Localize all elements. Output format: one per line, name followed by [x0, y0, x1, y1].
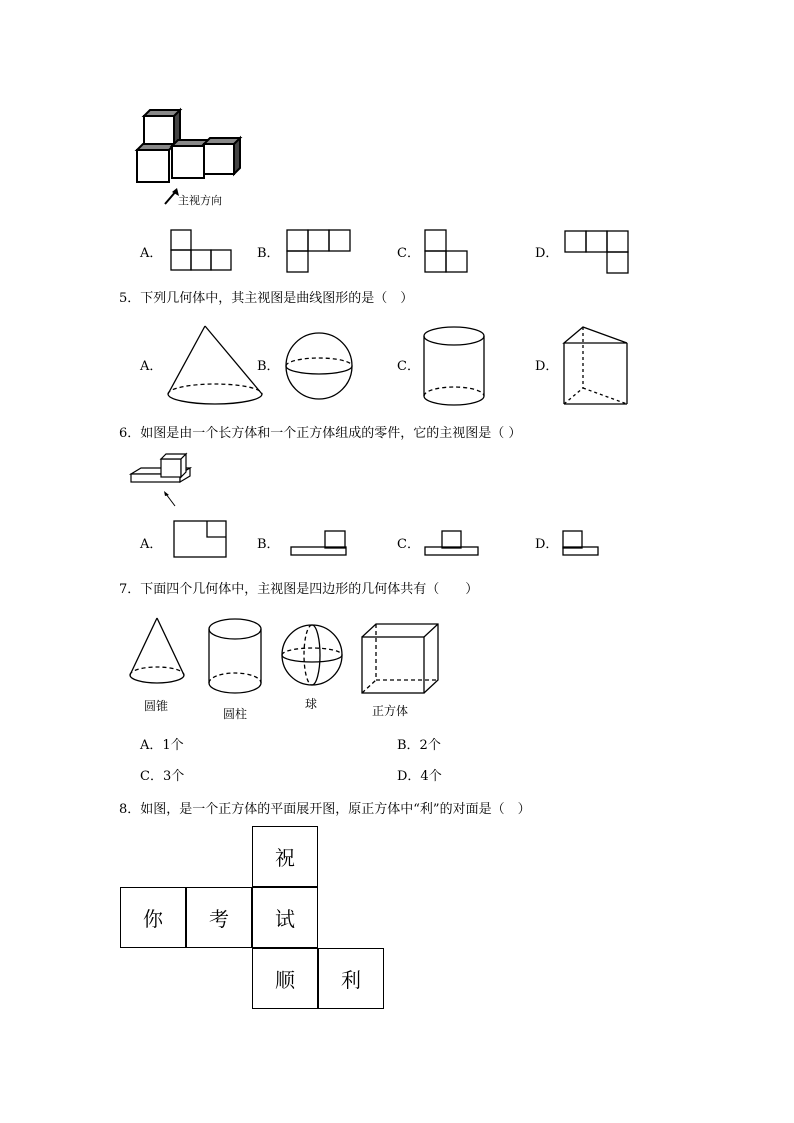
q5-prism-figure[interactable] [563, 326, 629, 406]
q4-option-d-view[interactable] [564, 230, 630, 274]
q6-option-a-view[interactable] [173, 520, 229, 560]
q7-sphere-label: 球 [305, 697, 318, 711]
q6-option-b-letter[interactable]: B． [257, 537, 280, 552]
net-cell-center [252, 887, 318, 948]
net-char-left1: 你 [143, 907, 163, 931]
q7-cube-label: 正方体 [372, 704, 409, 718]
q4-option-c-view[interactable] [424, 229, 470, 273]
q6-stem: 6．如图是由一个长方体和一个正方体组成的零件，它的主视图是（ ） [119, 426, 522, 441]
q5-cone-figure[interactable] [165, 325, 265, 407]
net-cell-top [252, 826, 318, 887]
net-char-left2: 考 [209, 907, 229, 931]
net-cell-right [318, 948, 384, 1009]
q4-option-a-view[interactable] [170, 229, 234, 273]
q7-sphere-figure [281, 624, 345, 688]
net-cell-bottom [252, 948, 318, 1009]
q6-option-d-letter[interactable]: D． [535, 537, 559, 552]
q4-cube-stack-figure [132, 108, 252, 198]
q7-cylinder-figure [207, 618, 265, 696]
q6-part-figure [128, 452, 194, 510]
q7-cube-figure [360, 623, 440, 695]
q5-stem: 5．下列几何体中，其主视图是曲线图形的是（ ） [119, 291, 414, 306]
q4-option-b-view[interactable] [286, 229, 352, 273]
net-char-center: 试 [275, 907, 295, 931]
q6-option-b-view[interactable] [290, 530, 350, 560]
net-cell-left1 [120, 887, 186, 948]
net-char-right: 利 [341, 968, 361, 992]
q7-stem: 7．下面四个几何体中，主视图是四边形的几何体共有（ ） [119, 582, 479, 597]
net-char-top: 祝 [275, 846, 295, 870]
q5-option-c-letter[interactable]: C． [397, 359, 420, 374]
q5-sphere-figure[interactable] [285, 332, 355, 402]
q7-choice-b[interactable]: B．2个 [397, 738, 441, 753]
q6-option-a-letter[interactable]: A． [140, 537, 163, 552]
q7-cylinder-label: 圆柱 [223, 707, 248, 721]
q4-direction-label: 主视方向 [178, 194, 222, 207]
q5-option-b-letter[interactable]: B． [257, 359, 280, 374]
net-cell-left2 [186, 887, 252, 948]
q5-option-d-letter[interactable]: D． [535, 359, 559, 374]
q7-choice-a[interactable]: A．1个 [140, 738, 184, 753]
q6-option-d-view[interactable] [562, 530, 602, 560]
q7-cone-figure [128, 617, 188, 689]
q5-cylinder-figure[interactable] [423, 326, 487, 408]
q4-option-d-letter[interactable]: D． [535, 246, 559, 261]
q4-option-b-letter[interactable]: B． [257, 246, 280, 261]
q8-cube-net [120, 826, 386, 1012]
q7-choice-c[interactable]: C．3个 [140, 769, 185, 784]
q6-option-c-letter[interactable]: C． [397, 537, 420, 552]
net-char-bottom: 顺 [275, 968, 295, 992]
q5-option-a-letter[interactable]: A． [140, 359, 163, 374]
q4-option-c-letter[interactable]: C． [397, 246, 420, 261]
q8-stem: 8．如图，是一个正方体的平面展开图，原正方体中“利”的对面是（ ） [119, 802, 531, 817]
q7-choice-d[interactable]: D．4个 [397, 769, 442, 784]
q6-option-c-view[interactable] [424, 530, 480, 560]
q4-option-a-letter[interactable]: A． [140, 246, 163, 261]
q7-cone-label: 圆锥 [144, 699, 169, 713]
